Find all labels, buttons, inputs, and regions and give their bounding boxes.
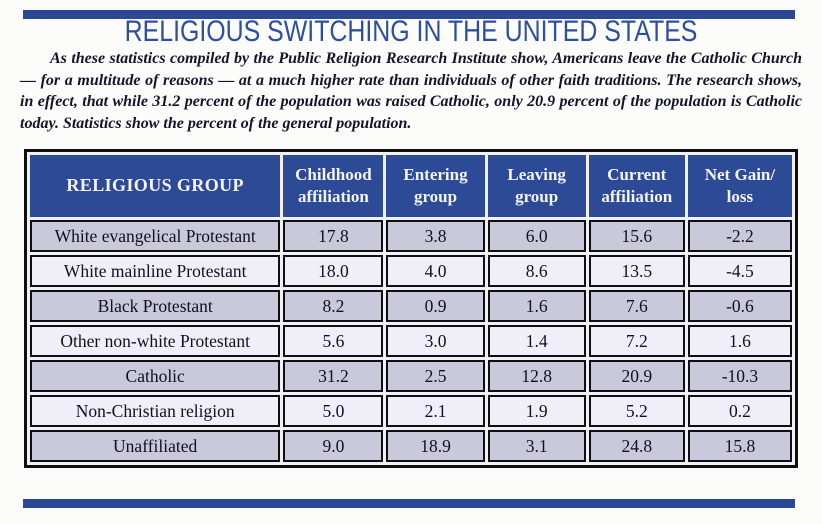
value-cell: 5.0 [283,395,383,427]
value-cell: 13.5 [589,255,685,287]
col-header-leaving-group: Leaving group [488,155,586,217]
value-cell: 18.0 [283,255,383,287]
table-header-row [30,155,792,217]
value-cell: 18.9 [386,430,484,462]
group-cell: Other non-white Protestant [30,325,280,357]
page-title-text: RELIGIOUS SWITCHING IN THE UNITED STATES [124,15,698,48]
table-row [30,325,792,357]
value-cell: 8.2 [283,290,383,322]
value-cell: 5.2 [589,395,685,427]
value-cell: 6.0 [488,220,586,252]
value-cell: 1.4 [488,325,586,357]
table-row [30,220,792,252]
group-cell: Black Protestant [30,290,280,322]
value-cell: 8.6 [488,255,586,287]
group-cell: Non-Christian religion [30,395,280,427]
value-cell: 2.5 [386,360,484,392]
table-row [30,255,792,287]
col-header-entering-group: Entering group [386,155,484,217]
value-cell: 0.9 [386,290,484,322]
value-cell: -2.2 [688,220,792,252]
value-cell: 1.9 [488,395,586,427]
group-cell: White mainline Protestant [30,255,280,287]
page-title [0,16,822,48]
value-cell: -10.3 [688,360,792,392]
table-row [30,360,792,392]
value-cell: 2.1 [386,395,484,427]
col-header-religious-group: RELIGIOUS GROUP [30,155,280,217]
bottom-divider-bar [23,499,795,508]
value-cell: 9.0 [283,430,383,462]
group-cell: Catholic [30,360,280,392]
table-row [30,430,792,462]
value-cell: 0.2 [688,395,792,427]
value-cell: 7.6 [589,290,685,322]
value-cell: 5.6 [283,325,383,357]
value-cell: 24.8 [589,430,685,462]
value-cell: 1.6 [488,290,586,322]
value-cell: -4.5 [688,255,792,287]
religious-switching-table [24,149,798,468]
value-cell: 3.1 [488,430,586,462]
value-cell: 3.0 [386,325,484,357]
value-cell: 3.8 [386,220,484,252]
table-row [30,290,792,322]
value-cell: 7.2 [589,325,685,357]
group-cell: Unaffiliated [30,430,280,462]
value-cell: 15.8 [688,430,792,462]
intro-text: As these statistics compiled by the Public Religion Research Institute show, Americans leave the Catholic Church — for a multitude of reasons — at a much higher rate than individuals of other faith traditions. The research shows, in effect, that while 31.2 percent of the population was raised Catholic, only 20.9 percent of the population is Catholic today. Statistics show the percent of the general population. [20,50,802,132]
value-cell: -0.6 [688,290,792,322]
value-cell: 15.6 [589,220,685,252]
col-header-current-affiliation: Current affiliation [589,155,685,217]
value-cell: 20.9 [589,360,685,392]
value-cell: 31.2 [283,360,383,392]
group-cell: White evangelical Protestant [30,220,280,252]
value-cell: 17.8 [283,220,383,252]
col-header-net-gain-loss: Net Gain/ loss [688,155,792,217]
value-cell: 12.8 [488,360,586,392]
value-cell: 1.6 [688,325,792,357]
table-row [30,395,792,427]
col-header-childhood-affiliation: Childhood affiliation [283,155,383,217]
value-cell: 4.0 [386,255,484,287]
